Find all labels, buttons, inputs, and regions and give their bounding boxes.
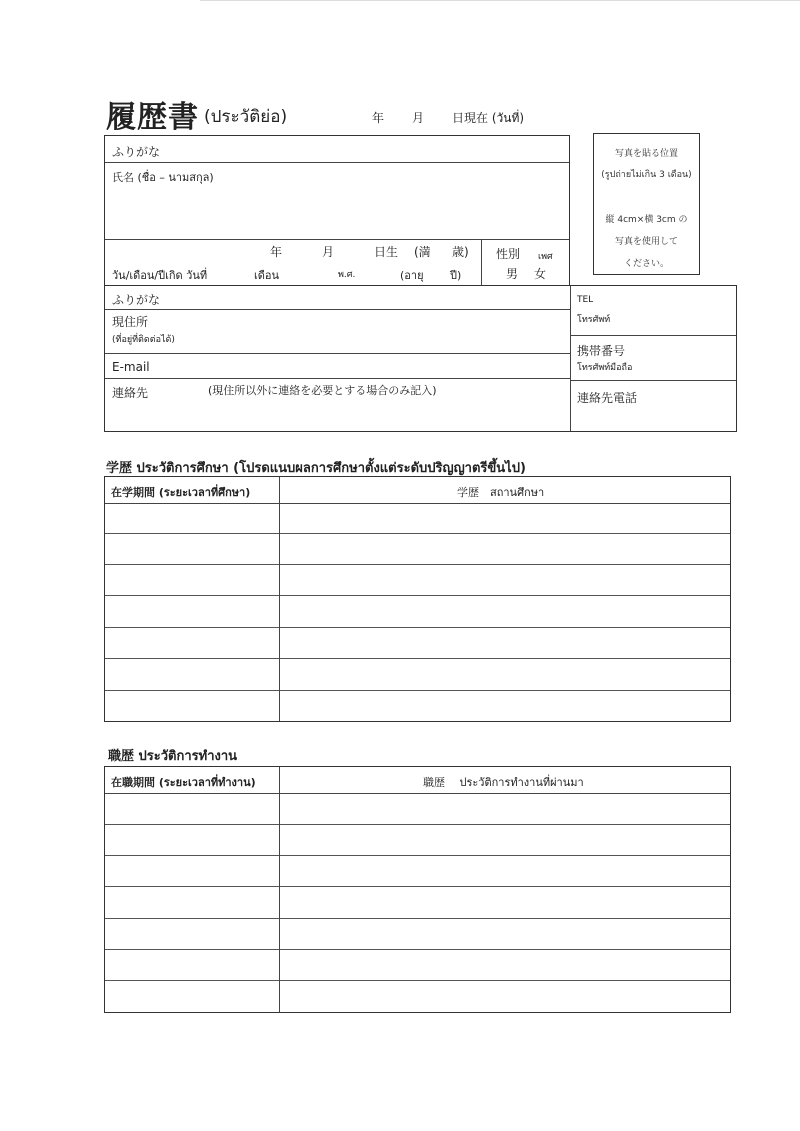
table-row[interactable]	[105, 919, 730, 950]
work-history-header: 職歴 ประวัติการทำงานที่ผ่านมา	[423, 776, 584, 789]
age-thai-open-label: (อายุ	[400, 269, 424, 282]
age-unit-label: 歳)	[452, 245, 469, 259]
mobile-thai-label: โทรศัพท์มือถือ	[577, 363, 633, 373]
work-title: 職歴 ประวัติการทำงาน	[108, 749, 238, 764]
contact-phone-label: 連絡先電話	[577, 391, 638, 405]
divider	[105, 239, 569, 240]
address-thai-label: (ที่อยู่ที่ติดต่อได้)	[112, 335, 175, 345]
table-row[interactable]	[105, 534, 730, 565]
header-month: 月	[412, 111, 425, 125]
name-label: 氏名 (ชื่อ – นามสกุล)	[112, 171, 214, 184]
photo-text-2: (รูปถ่ายไม่เกิน 3 เดือน)	[601, 170, 692, 180]
photo-placeholder	[593, 133, 700, 275]
age-thai-close-label: ปี)	[450, 269, 462, 282]
gender-female-option[interactable]: 女	[534, 267, 547, 281]
birth-year-label: 年	[270, 245, 283, 259]
table-row[interactable]	[105, 825, 730, 856]
month-thai-label: เดือน	[254, 269, 280, 282]
table-row[interactable]	[105, 659, 730, 691]
resume-title-thai: (ประวัติย่อ)	[204, 107, 288, 127]
education-period-header: 在学期間 (ระยะเวลาที่ศึกษา)	[111, 486, 251, 499]
top-edge-line	[200, 0, 800, 1]
divider	[570, 335, 736, 336]
table-row[interactable]	[105, 887, 730, 919]
resume-title: 履歴書	[106, 100, 199, 135]
photo-text-4: 写真を使用して	[614, 237, 678, 247]
age-open-label: (満	[414, 245, 431, 259]
table-row[interactable]	[105, 856, 730, 887]
tel-thai-label: โทรศัพท์	[577, 315, 611, 325]
gender-male-option[interactable]: 男	[506, 267, 519, 281]
address-label: 現住所	[112, 315, 149, 329]
furigana-label: ふりがな	[112, 145, 161, 159]
divider	[105, 353, 570, 354]
table-row[interactable]	[105, 503, 730, 534]
mobile-label: 携帯番号	[577, 344, 626, 358]
work-table	[104, 766, 731, 1013]
tel-label: TEL	[577, 295, 594, 305]
column-divider	[279, 767, 280, 1012]
education-title: 学歴 ประวัติการศึกษา (โปรดแนบผลการศึกษาตั้งแต่ระดับปริญญาตรีขึ้นไป)	[106, 461, 526, 476]
table-row[interactable]	[105, 628, 730, 659]
birth-month-label: 月	[322, 245, 335, 259]
name-field[interactable]	[112, 184, 562, 236]
table-row[interactable]	[105, 565, 730, 596]
header-date-current: 日現在 (วันที่)	[452, 111, 525, 125]
table-header	[105, 767, 730, 794]
address-box	[104, 285, 737, 432]
buddhist-era-label: พ.ศ.	[338, 270, 356, 280]
photo-text-5: ください。	[623, 259, 669, 269]
divider	[105, 378, 570, 379]
divider	[105, 309, 570, 310]
divider	[570, 380, 736, 381]
divider	[105, 162, 569, 163]
header-year: 年	[372, 111, 385, 125]
table-row[interactable]	[105, 793, 730, 825]
birth-thai-label: วัน/เดือน/ปีเกิด วันที่	[112, 269, 208, 282]
divider	[481, 239, 482, 285]
work-period-header: 在職期間 (ระยะเวลาที่ทำงาน)	[111, 776, 256, 789]
email-label: E-mail	[112, 360, 150, 374]
divider	[570, 286, 571, 431]
gender-thai-label: เพศ	[538, 252, 553, 262]
photo-text-3: 縦 4cm×横 3cm の	[605, 215, 688, 225]
education-table	[104, 476, 731, 722]
table-row[interactable]	[105, 596, 730, 628]
contact-label: 連絡先	[112, 386, 149, 400]
birth-day-label: 日生	[374, 245, 399, 259]
address-furigana-label: ふりがな	[112, 293, 161, 307]
table-header	[105, 477, 730, 504]
education-school-header: 学歴 สถานศึกษา	[457, 486, 545, 499]
contact-note: (現住所以外に連絡を必要とする場合のみ記入)	[208, 384, 437, 397]
column-divider	[279, 477, 280, 721]
table-row[interactable]	[105, 950, 730, 981]
photo-text-1: 写真を貼る位置	[614, 149, 678, 159]
gender-label: 性別	[496, 247, 521, 261]
